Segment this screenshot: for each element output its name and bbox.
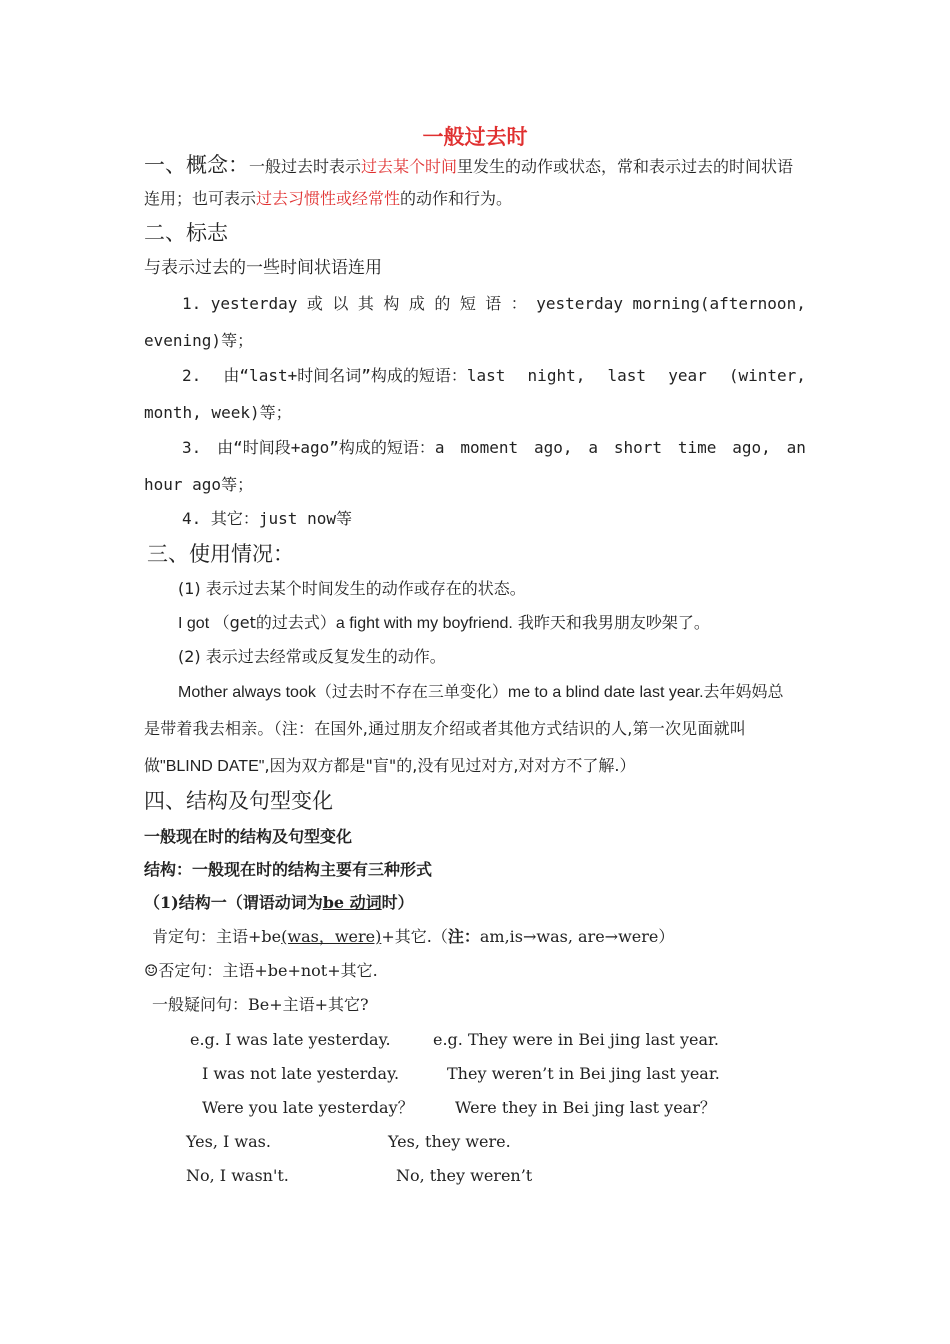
marker-item-1-cont: evening)等； <box>144 331 254 350</box>
structure-subheading: 一般现在时的结构及句型变化 <box>144 827 353 846</box>
example-cn: 去年妈妈总 <box>703 682 784 701</box>
marker-item-2 <box>182 366 806 386</box>
marker-item-3 <box>182 438 806 458</box>
marker-word: yesterday <box>536 294 623 313</box>
marker-word: short <box>613 438 663 457</box>
usage-2: (2) 表示过去经常或反复发生的动作。 <box>178 647 446 666</box>
marker-word: last <box>607 366 647 385</box>
example-right-2: They weren’t in Bei jing last year. <box>447 1064 720 1083</box>
marker-word: morning(afternoon, <box>632 294 806 313</box>
marker-word: moment <box>460 438 519 457</box>
concept-text: 的动作和行为。 <box>400 189 513 208</box>
example-right-3: Were they in Bei jing last year？ <box>455 1098 716 1117</box>
example-en: Mother always took <box>178 684 316 701</box>
example-en: a fight with my boyfriend. <box>335 615 513 632</box>
rule-underlined: (was，were) <box>281 927 382 946</box>
example-note: （过去时不存在三单变化） <box>315 682 508 701</box>
usage-1: (1) 表示过去某个时间发生的动作或存在的状态。 <box>178 579 526 598</box>
affirmative-rule <box>152 927 674 947</box>
marker-word: 语 <box>485 294 502 313</box>
example-note: （get的过去式） <box>213 613 336 632</box>
question-rule: 一般疑问句：Be+主语+其它? <box>152 995 369 1014</box>
marker-word: 以 <box>332 294 349 313</box>
concept-text: 里发生的动作或状态，常和表示过去的时间状语 <box>457 157 794 176</box>
usage-2-example-cont-2 <box>144 756 636 777</box>
example-en: "BLIND DATE" <box>160 758 265 775</box>
marker-word: a <box>588 438 599 457</box>
marker-word: 其 <box>357 294 374 313</box>
concept-text: 连用；也可表示 <box>144 189 257 208</box>
section-2-heading: 二、标志 <box>144 221 228 245</box>
marker-item-2-cont: month, week)等； <box>144 403 292 422</box>
marker-word: 成 <box>408 294 425 313</box>
usage-1-example <box>178 613 710 634</box>
marker-word: ago, <box>534 438 573 457</box>
section-3-heading: 三、使用情况： <box>147 542 294 566</box>
page-title: 一般过去时 <box>422 124 528 149</box>
marker-item-1 <box>182 294 806 314</box>
marker-item-3-cont: hour ago等； <box>144 475 254 494</box>
marker-word: (winter, <box>728 366 806 385</box>
example-left-5: No, I wasn't. <box>186 1166 289 1185</box>
marker-word: 或 <box>306 294 323 313</box>
marker-word: night, <box>527 366 586 385</box>
marker-item-4: 4. 其它：just now等 <box>182 509 352 528</box>
usage-2-example <box>178 682 784 703</box>
example-right-5: No, they weren’t <box>396 1166 533 1185</box>
rule-text: +其它.（ <box>381 927 448 946</box>
marker-word: ago, <box>732 438 771 457</box>
example-cn: ,因为双方都是"盲"的,没有见过对方,对对方不了解.） <box>264 756 636 775</box>
concept-line-2 <box>144 189 512 209</box>
marker-word: ： <box>510 294 527 313</box>
structure-text: （1)结构一（谓语动词为 <box>144 893 323 912</box>
marker-word: 由“时间段+ago”构成的短语：a <box>217 438 445 457</box>
marker-word: yesterday <box>210 294 298 313</box>
structure-underlined: be 动词 <box>322 893 382 912</box>
negative-rule: ☺否定句：主语+be+not+其它. <box>144 961 378 980</box>
marker-word: year <box>668 366 707 385</box>
marker-word: 3. <box>182 438 202 457</box>
marker-word: time <box>677 438 717 457</box>
marker-word: 的 <box>434 294 451 313</box>
structure-forms: 结构：一般现在时的结构主要有三种形式 <box>144 860 433 879</box>
concept-line-1 <box>144 152 793 178</box>
concept-highlight: 过去习惯性或经常性 <box>256 189 401 208</box>
rule-note: 注： <box>447 927 480 946</box>
concept-highlight: 过去某个时间 <box>361 157 458 176</box>
marker-word: 1. <box>182 294 202 313</box>
example-cn: 我昨天和我男朋友吵架了。 <box>512 613 710 632</box>
example-right-1: e.g. They were in Bei jing last year. <box>433 1030 719 1049</box>
example-en: me to a blind date last year. <box>507 684 704 701</box>
marker-word: an <box>786 438 806 457</box>
example-right-4: Yes, they were. <box>388 1132 511 1151</box>
structure-one-heading <box>144 893 414 913</box>
rule-text: 肯定句：主语+be <box>152 927 282 946</box>
marker-word: 由“last+时间名词”构成的短语：last <box>223 366 506 385</box>
usage-2-example-cont: 是带着我去相亲。（注：在国外,通过朋友介绍或者其他方式结识的人,第一次见面就叫 <box>144 719 746 738</box>
rule-text: am,is→was, are→were） <box>479 927 675 946</box>
example-left-2: I was not late yesterday. <box>202 1064 400 1083</box>
example-left-4: Yes, I was. <box>186 1132 271 1151</box>
marker-word: 构 <box>383 294 400 313</box>
marker-word: 2. <box>182 366 202 385</box>
marker-word: 短 <box>459 294 476 313</box>
section-1-heading: 一、概念： <box>144 153 249 177</box>
example-cn: 做 <box>144 756 161 775</box>
markers-intro: 与表示过去的一些时间状语连用 <box>144 258 382 278</box>
example-left-1: e.g. I was late yesterday. <box>190 1030 391 1049</box>
structure-text: 时） <box>381 893 414 912</box>
example-left-3: Were you late yesterday？ <box>202 1098 414 1117</box>
concept-text: 一般过去时表示 <box>249 157 362 176</box>
example-en: I got <box>178 615 214 632</box>
section-4-heading: 四、结构及句型变化 <box>144 789 333 813</box>
